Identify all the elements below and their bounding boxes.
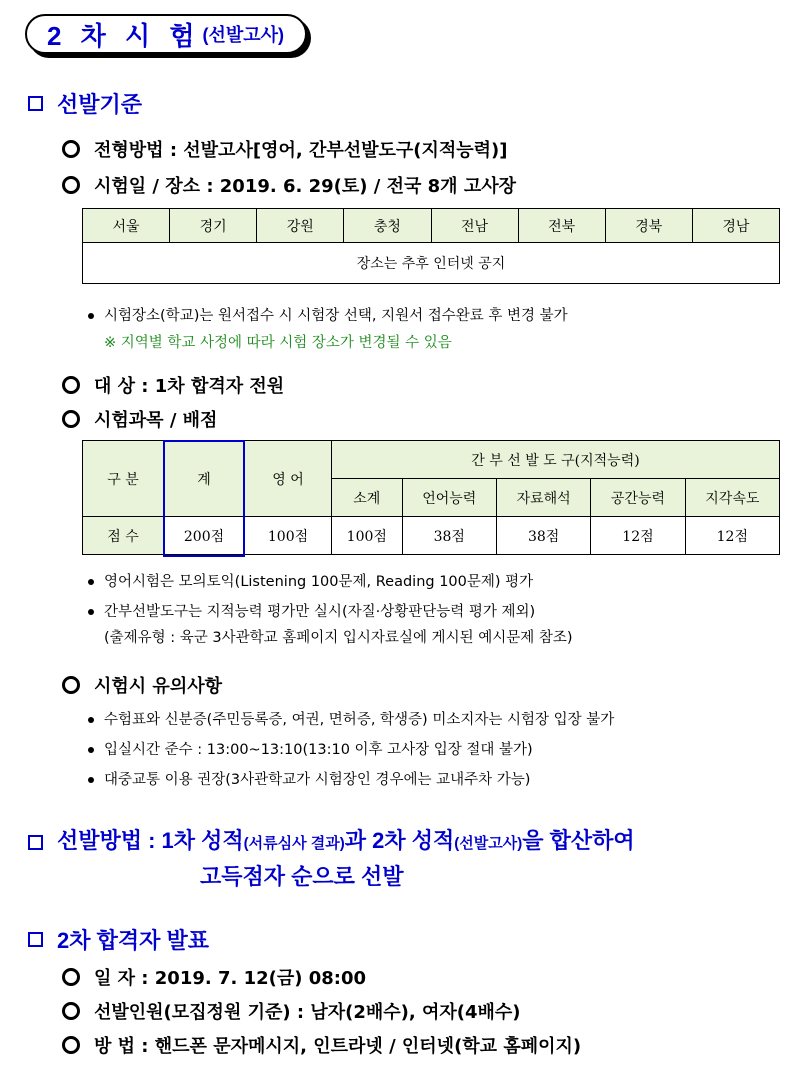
circle-bullet-icon [62,410,80,428]
page-subtitle: (선발고사) [202,25,285,45]
col-gubun: 구 분 [83,441,164,517]
square-bullet-icon [28,835,43,850]
dot-bullet-icon [88,717,94,723]
col-english: 영 어 [245,441,332,517]
sub-col: 자료해석 [496,479,590,517]
dot-bullet-icon [88,313,94,319]
dot-bullet-icon [88,747,94,753]
selection-label: 선발방법 : 1차 성적 [57,828,244,853]
announce-date-item [62,964,366,990]
bullet-note: (출제유형 : 육군 3사관학교 홈페이지 입시자료실에 게시된 예시문제 참조) [104,630,573,646]
region-cell: 강원 [257,209,344,243]
bullet-text: 수험표와 신분증(주민등록증, 여권, 면허증, 학생증) 미소지자는 시험장 입장 불가 [104,712,615,728]
announce-count-item [62,998,521,1024]
region-cell: 전남 [431,209,518,243]
col-tool: 간 부 선 발 도 구(지적능력) [332,441,780,479]
subjects-text: 시험과목 / 배점 [94,410,218,431]
bullet-text: 간부선발도구는 지적능력 평가만 실시(자질·상황판단능력 평가 제외) [104,604,536,620]
region-cell: 전북 [518,209,605,243]
caution-item [62,672,222,698]
circle-bullet-icon [62,376,80,394]
circle-bullet-icon [62,676,80,694]
selection-method-line2: 고득점자 순으로 선발 [200,864,404,889]
bullet-item [88,570,533,591]
region-cell: 충청 [344,209,431,243]
square-bullet-icon [28,932,43,947]
score-cell: 12점 [685,517,779,555]
page-title: 2 차 시 험 [47,20,201,51]
subjects-item [62,406,217,432]
circle-bullet-icon [62,968,80,986]
method-text: 전형방법 : 선발고사[영어, 간부선발도구(지적능력)] [94,140,508,161]
circle-bullet-icon [62,140,80,158]
target-text: 대 상 : 1차 합격자 전원 [94,376,285,397]
bullet-item [88,600,535,621]
announce-method-item [62,1032,581,1058]
section-announce [28,924,209,955]
circle-bullet-icon [62,1036,80,1054]
location-note: 장소는 추후 인터넷 공지 [83,243,780,284]
date-item [62,172,516,198]
row-label: 점 수 [83,517,164,555]
region-cell: 경기 [170,209,257,243]
date-text: 시험일 / 장소 : 2019. 6. 29(토) / 전국 8개 고사장 [94,176,516,197]
bullet-text: 시험장소(학교)는 원서접수 시 시험장 선택, 지원서 접수완료 후 변경 불가 [104,308,568,324]
region-cell: 경남 [692,209,779,243]
selection-end: 을 합산하여 [522,828,635,853]
circle-bullet-icon [62,1002,80,1020]
region-cell: 경북 [605,209,692,243]
section-announce-heading: 2차 합격자 발표 [57,928,209,953]
score-table [82,440,780,555]
selection-paren: (서류심사 결과) [243,835,345,852]
bullet-item [88,708,614,729]
announce-count: 선발인원(모집정원 기준) : 남자(2배수), 여자(4배수) [94,1002,521,1023]
page-title-box [25,14,307,54]
square-bullet-icon [28,96,43,111]
bullet-text: 영어시험은 모의토익(Listening 100문제, Reading 100문제) 평가 [104,574,534,590]
col-total: 계 [164,441,245,517]
method-item [62,136,508,162]
green-note: ※ 지역별 학교 사정에 따라 시험 장소가 변경될 수 있음 [104,335,452,351]
bullet-text: 입실시간 준수 : 13:00~13:10(13:10 이후 고사장 입장 절대 불가) [104,742,533,758]
region-row [83,209,780,243]
announce-date: 일 자 : 2019. 7. 12(금) 08:00 [94,968,367,989]
bullet-item [88,768,530,789]
region-table [82,208,780,284]
section-criteria [28,88,142,119]
target-item [62,372,284,398]
score-cell: 12점 [591,517,685,555]
score-cell: 38점 [402,517,496,555]
sub-col: 언어능력 [402,479,496,517]
selection-method [28,824,635,855]
announce-method: 방 법 : 핸드폰 문자메시지, 인트라넷 / 인터넷(학교 홈페이지) [94,1036,582,1057]
bullet-item [88,304,568,325]
dot-bullet-icon [88,579,94,585]
caution-text: 시험시 유의사항 [94,676,222,697]
selection-paren: (선발고사) [454,835,523,852]
score-cell: 38점 [496,517,590,555]
dot-bullet-icon [88,777,94,783]
dot-bullet-icon [88,609,94,615]
score-cell: 100점 [245,517,332,555]
score-cell: 200점 [164,517,245,555]
circle-bullet-icon [62,176,80,194]
sub-col: 공간능력 [591,479,685,517]
bullet-text: 대중교통 이용 권장(3사관학교가 시험장인 경우에는 교내주차 가능) [104,772,531,788]
sub-col: 소계 [332,479,403,517]
bullet-item [88,738,533,759]
selection-mid: 과 2차 성적 [344,828,455,853]
score-cell: 100점 [332,517,403,555]
sub-col: 지각속도 [685,479,779,517]
section-criteria-heading: 선발기준 [57,92,143,117]
region-cell: 서울 [83,209,170,243]
